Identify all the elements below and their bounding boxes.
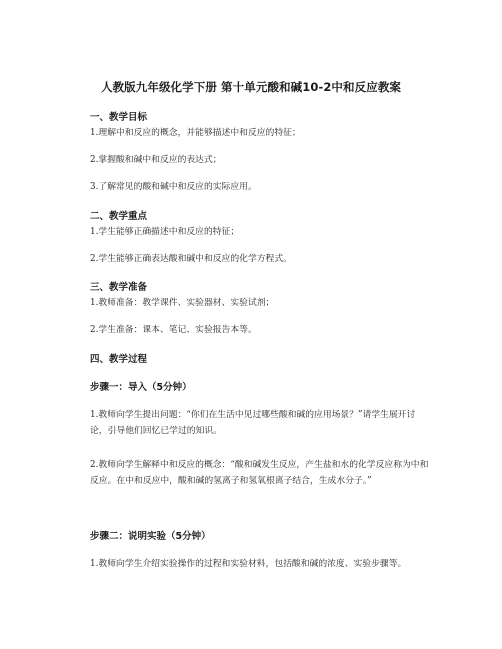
section-heading-key-points: 二、教学重点 (90, 211, 148, 222)
objective-item: 1.理解中和反应的概念，并能够描述中和反应的特征； (90, 128, 301, 138)
document-title: 人教版九年级化学下册 第十单元酸和碱10-2中和反应教案 (100, 80, 402, 94)
section-heading-preparation: 三、教学准备 (90, 282, 148, 293)
step-item: 1.教师向学生提出问题：“你们在生活中见过哪些酸和碱的应用场景？”请学生展开讨论，引导他们回忆已学过的知识。 (90, 410, 416, 436)
step-heading-intro: 步骤一：导入（5分钟） (90, 382, 192, 393)
preparation-item: 1.教师准备：教学课件、实验器材、实验试剂； (90, 298, 275, 308)
section-heading-process: 四、教学过程 (90, 354, 148, 365)
key-point-item: 2.学生能够正确表达酸和碱中和反应的化学方程式。 (90, 254, 292, 264)
preparation-item: 2.学生准备：课本、笔记、实验报告本等。 (90, 325, 257, 335)
key-point-item: 1.学生能够正确描述中和反应的特征； (90, 227, 240, 237)
step-heading-experiment: 步骤二：说明实验（5分钟） (90, 531, 211, 542)
section-heading-objectives: 一、教学目标 (90, 112, 148, 123)
step-item: 2.教师向学生解释中和反应的概念：“酸和碱发生反应，产生盐和水的化学反应称为中和反应。在中和反应中，酸和碱的氢离子和氢氧根离子结合，生成水分子。” (90, 460, 429, 486)
step-item: 1.教师向学生介绍实验操作的过程和实验材料，包括酸和碱的浓度、实验步骤等。 (90, 559, 407, 569)
objective-item: 3.了解常见的酸和碱中和反应的实际应用。 (90, 182, 257, 192)
objective-item: 2.掌握酸和碱中和反应的表达式； (90, 155, 222, 165)
